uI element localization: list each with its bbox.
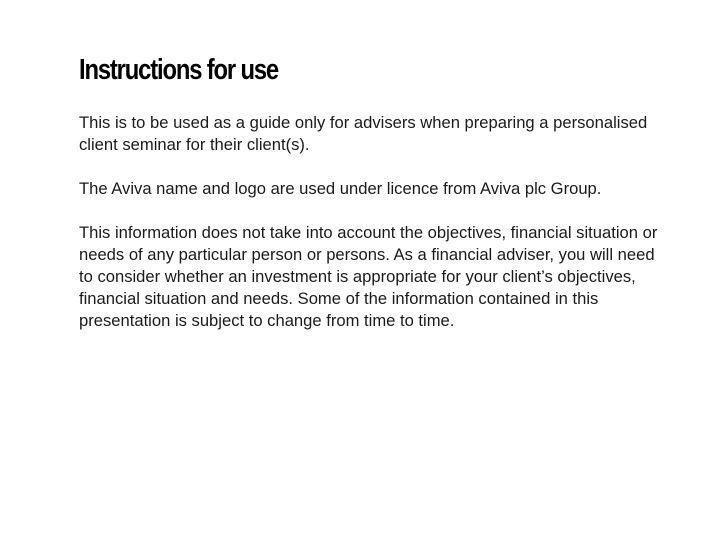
slide-body (79, 112, 669, 354)
paragraph-disclaimer: This information does not take into account the objectives, financial situation or needs of any particular person or persons. As a financial adviser, you will need to consider whether an investment is appropriate for your client’s objectives, financial situation and needs. Some of the information contained in this presentation is subject to change from time to time. (79, 223, 658, 330)
paragraph-guide: This is to be used as a guide only for advisers when preparing a personalised client seminar for their client(s). (79, 113, 648, 154)
slide-title: Instructions for use (79, 54, 279, 86)
paragraph-licence: The Aviva name and logo are used under licence from Aviva plc Group. (79, 179, 602, 198)
